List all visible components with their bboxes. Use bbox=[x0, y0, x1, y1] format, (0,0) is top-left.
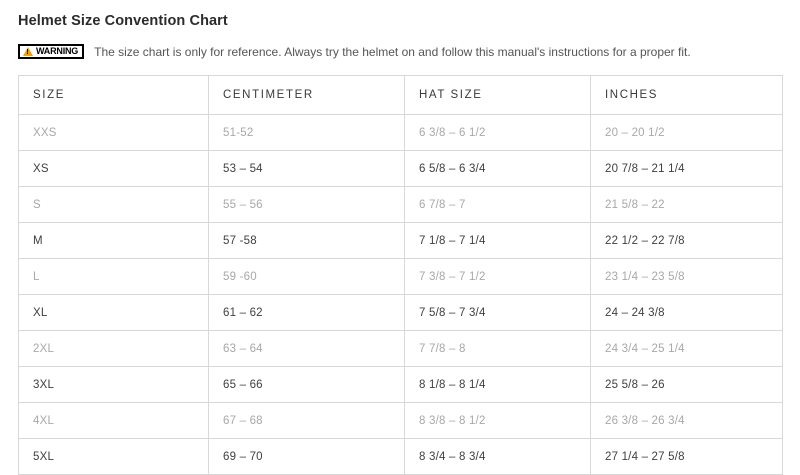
table-row bbox=[19, 187, 783, 223]
cell-hat-size: 6 3/8 – 6 1/2 bbox=[405, 115, 591, 151]
column-header-inches: INCHES bbox=[591, 76, 783, 115]
column-header-centimeter: CENTIMETER bbox=[209, 76, 405, 115]
table-row bbox=[19, 403, 783, 439]
cell-centimeter: 65 – 66 bbox=[209, 367, 405, 403]
cell-hat-size: 8 3/8 – 8 1/2 bbox=[405, 403, 591, 439]
warning-badge-label: WARNING bbox=[36, 46, 79, 56]
cell-centimeter: 61 – 62 bbox=[209, 295, 405, 331]
table-row bbox=[19, 259, 783, 295]
cell-size: XXS bbox=[19, 115, 209, 151]
cell-size: 2XL bbox=[19, 331, 209, 367]
column-header-hat-size: HAT SIZE bbox=[405, 76, 591, 115]
cell-centimeter: 69 – 70 bbox=[209, 439, 405, 475]
table-row bbox=[19, 223, 783, 259]
warning-note: The size chart is only for reference. Always try the helmet on and follow this manual's instructions for a proper fit. bbox=[94, 44, 691, 59]
column-header-size: SIZE bbox=[19, 76, 209, 115]
cell-centimeter: 53 – 54 bbox=[209, 151, 405, 187]
cell-size: 3XL bbox=[19, 367, 209, 403]
size-chart-table bbox=[18, 75, 783, 475]
cell-inches: 21 5/8 – 22 bbox=[591, 187, 783, 223]
table-row bbox=[19, 295, 783, 331]
page-title: Helmet Size Convention Chart bbox=[18, 13, 228, 29]
cell-inches: 27 1/4 – 27 5/8 bbox=[591, 439, 783, 475]
table-row bbox=[19, 331, 783, 367]
cell-hat-size: 8 1/8 – 8 1/4 bbox=[405, 367, 591, 403]
cell-inches: 20 7/8 – 21 1/4 bbox=[591, 151, 783, 187]
cell-size: 4XL bbox=[19, 403, 209, 439]
table-row bbox=[19, 367, 783, 403]
cell-inches: 24 3/4 – 25 1/4 bbox=[591, 331, 783, 367]
cell-inches: 26 3/8 – 26 3/4 bbox=[591, 403, 783, 439]
cell-size: XL bbox=[19, 295, 209, 331]
cell-inches: 22 1/2 – 22 7/8 bbox=[591, 223, 783, 259]
cell-centimeter: 59 -60 bbox=[209, 259, 405, 295]
warning-row bbox=[18, 44, 782, 59]
warning-badge bbox=[18, 44, 84, 59]
cell-inches: 20 – 20 1/2 bbox=[591, 115, 783, 151]
table-row bbox=[19, 115, 783, 151]
cell-hat-size: 7 5/8 – 7 3/4 bbox=[405, 295, 591, 331]
table-row bbox=[19, 151, 783, 187]
cell-hat-size: 7 3/8 – 7 1/2 bbox=[405, 259, 591, 295]
cell-centimeter: 63 – 64 bbox=[209, 331, 405, 367]
cell-size: 5XL bbox=[19, 439, 209, 475]
cell-centimeter: 51-52 bbox=[209, 115, 405, 151]
cell-hat-size: 6 5/8 – 6 3/4 bbox=[405, 151, 591, 187]
cell-hat-size: 7 7/8 – 8 bbox=[405, 331, 591, 367]
cell-centimeter: 67 – 68 bbox=[209, 403, 405, 439]
cell-inches: 23 1/4 – 23 5/8 bbox=[591, 259, 783, 295]
cell-size: S bbox=[19, 187, 209, 223]
table-row bbox=[19, 439, 783, 475]
cell-hat-size: 6 7/8 – 7 bbox=[405, 187, 591, 223]
cell-inches: 24 – 24 3/8 bbox=[591, 295, 783, 331]
cell-hat-size: 8 3/4 – 8 3/4 bbox=[405, 439, 591, 475]
cell-hat-size: 7 1/8 – 7 1/4 bbox=[405, 223, 591, 259]
cell-size: L bbox=[19, 259, 209, 295]
cell-size: XS bbox=[19, 151, 209, 187]
cell-size: M bbox=[19, 223, 209, 259]
cell-centimeter: 57 -58 bbox=[209, 223, 405, 259]
table-header-row bbox=[19, 76, 783, 115]
warning-triangle-icon bbox=[23, 47, 33, 56]
cell-centimeter: 55 – 56 bbox=[209, 187, 405, 223]
cell-inches: 25 5/8 – 26 bbox=[591, 367, 783, 403]
